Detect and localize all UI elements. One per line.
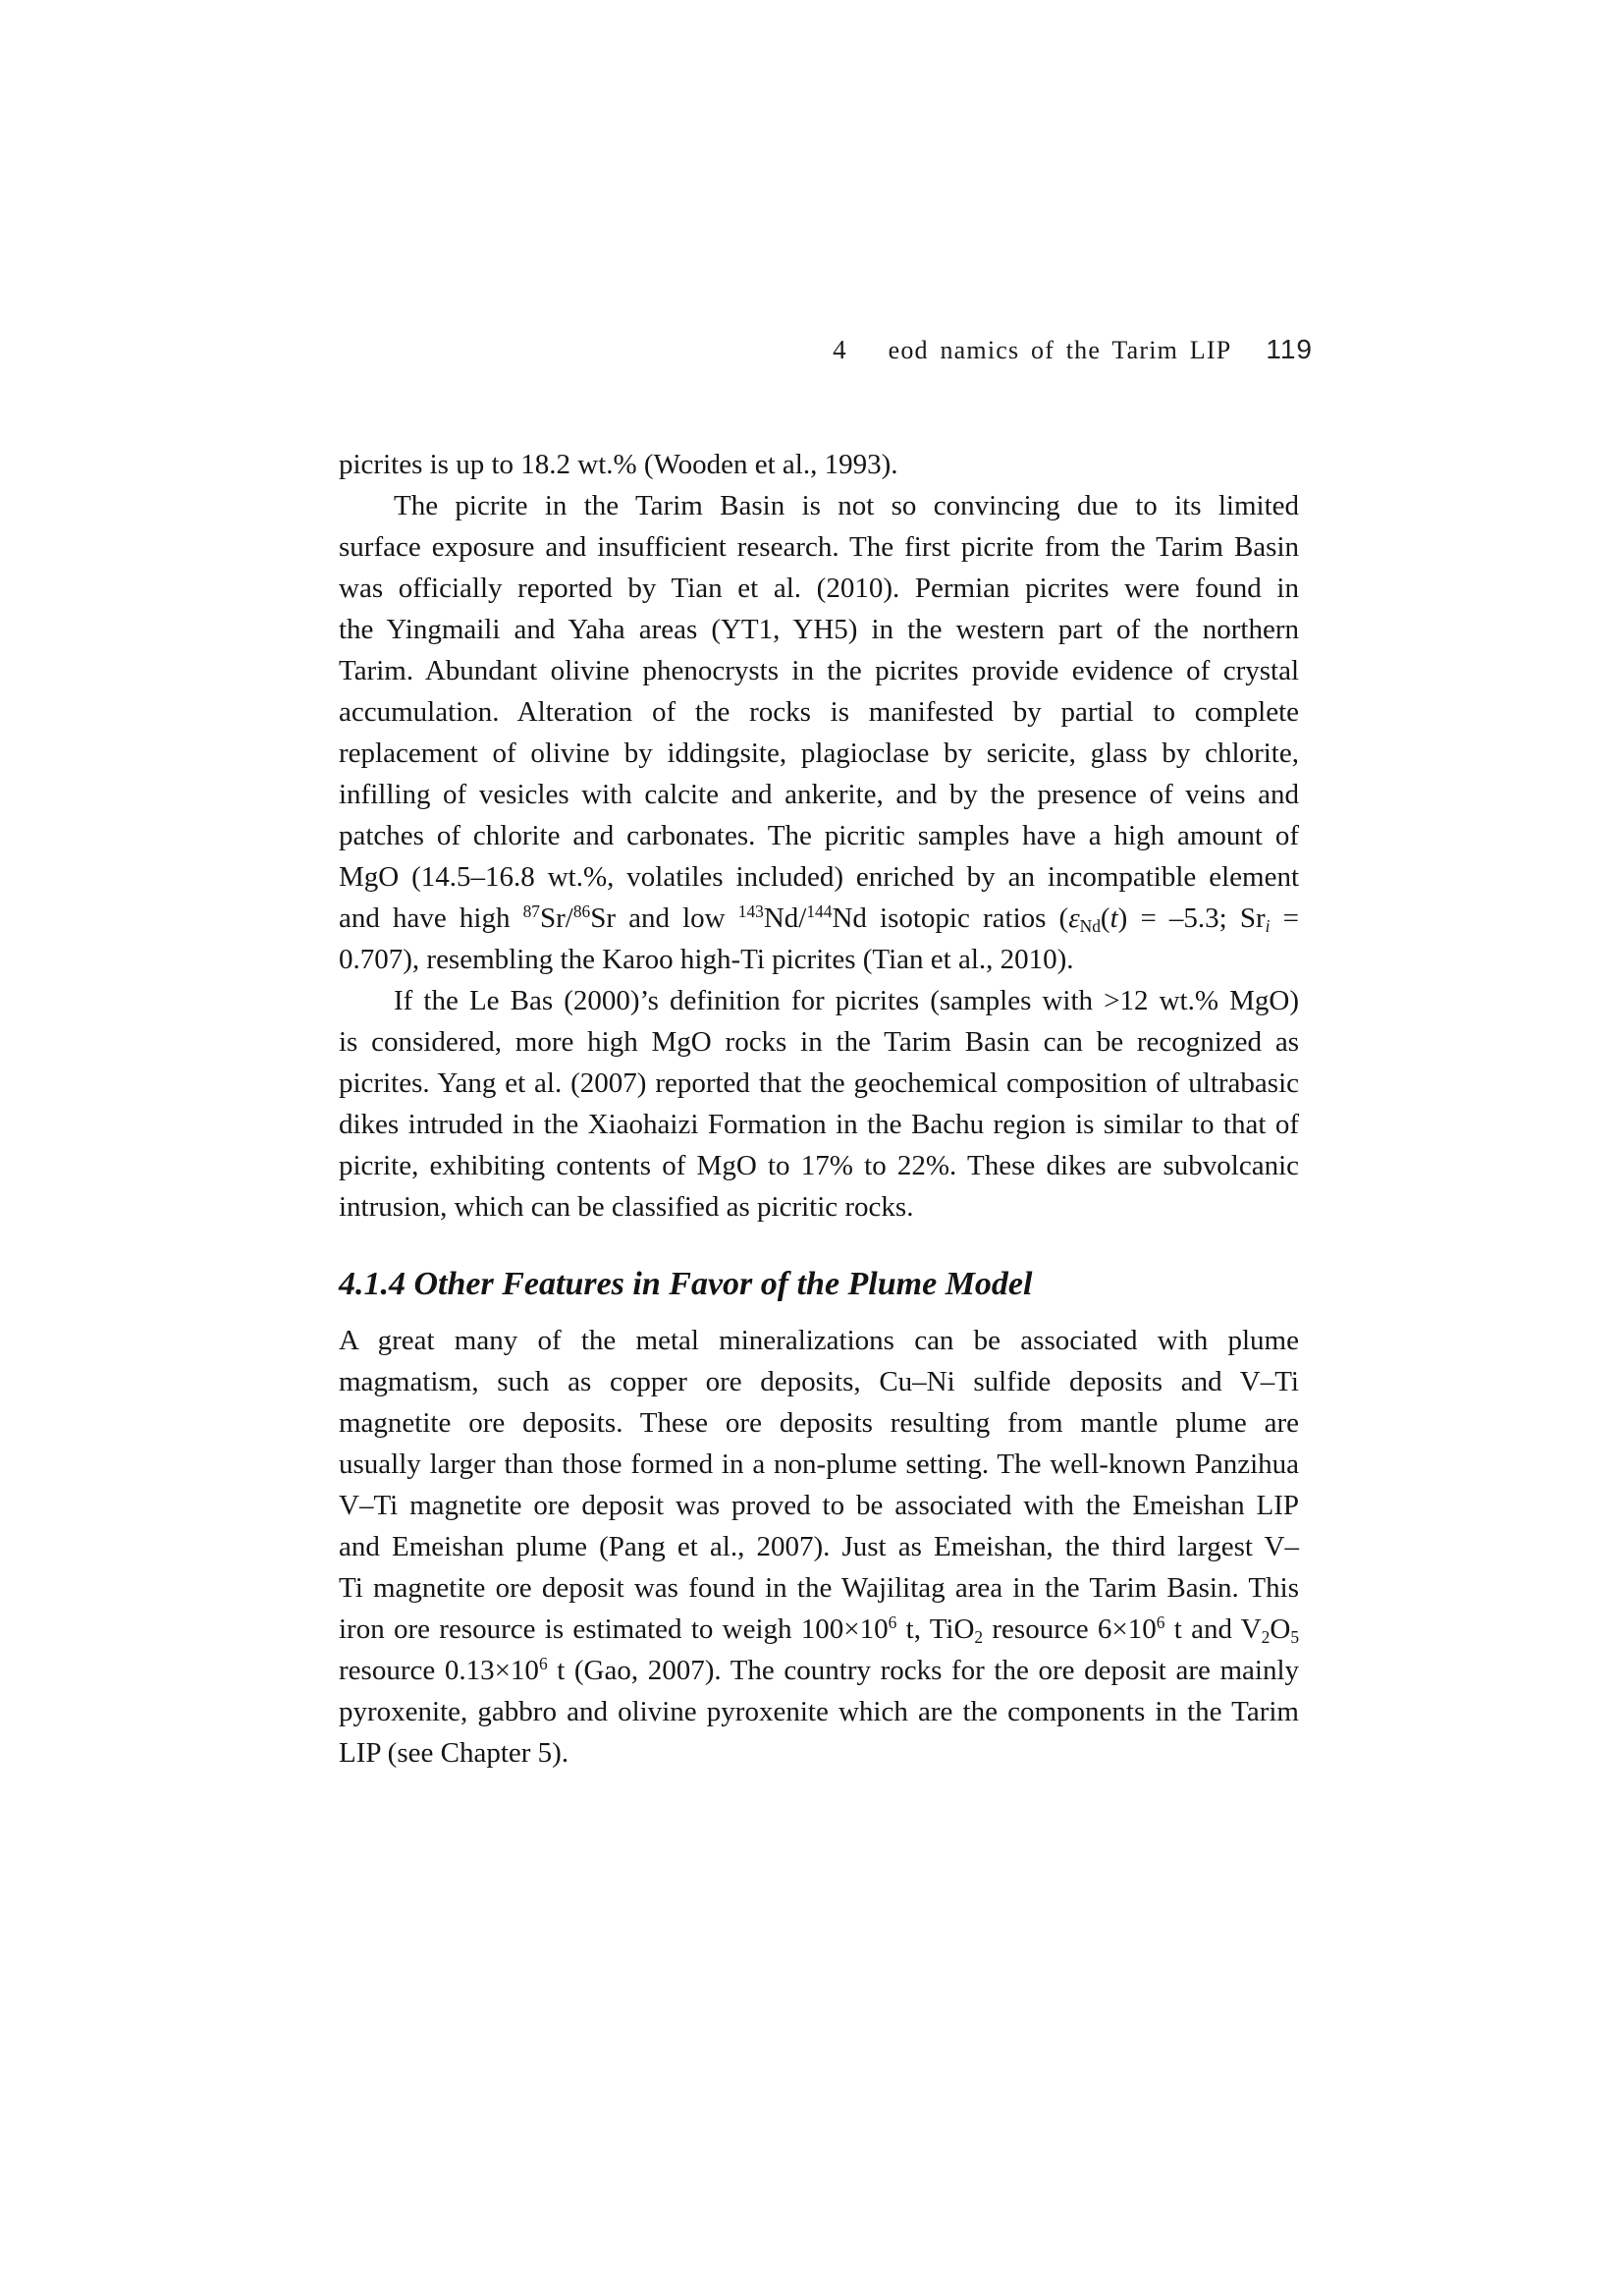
text-line: resource $0.13\times 10^6$ t (Gao, 2007). The country rocks for the ore deposit are mainly <box>339 1654 1300 1686</box>
text-line: accumulation. Alteration of the rocks is manifested by partial to complete <box>339 696 1299 728</box>
section-heading: 4.1.4 Other Features in Favor of the Plume Model <box>339 1266 1033 1302</box>
chapter-number: 4 <box>833 335 847 364</box>
text-line: magmatism, such as copper ore deposits, Cu–Ni sulfide deposits and V–Ti <box>339 1366 1299 1397</box>
text-line: V–Ti magnetite ore deposit was proved to be associated with the Emeishan LIP <box>339 1490 1299 1521</box>
text-line: LIP (see Chapter 5). <box>339 1737 569 1769</box>
running-header <box>833 334 1313 365</box>
text-line: dikes intruded in the Xiaohaizi Formation in the Bachu region is similar to that of <box>339 1109 1299 1140</box>
text-line: replacement of olivine by iddingsite, plagioclase by sericite, glass by chlorite, <box>339 738 1299 769</box>
text-line: picrites is up to 18.2 wt.% (Wooden et al., 1993). <box>339 449 898 480</box>
body-text <box>339 444 1299 1774</box>
text-line: intrusion, which can be classified as picritic rocks. <box>339 1191 914 1223</box>
text-line: infilling of vesicles with calcite and ankerite, and by the presence of veins and <box>339 779 1299 810</box>
text-line: pyroxenite, gabbro and olivine pyroxenite which are the components in the Tarim <box>339 1696 1299 1727</box>
text-line: The picrite in the Tarim Basin is not so convincing due to its limited <box>394 490 1299 521</box>
text-line: Tarim. Abundant olivine phenocrysts in the picrites provide evidence of crystal <box>339 655 1299 686</box>
text-line: the Yingmaili and Yaha areas (YT1, YH5) in the western part of the northern <box>339 614 1299 645</box>
text-line: A great many of the metal mineralizations can be associated with plume <box>339 1325 1299 1356</box>
text-line: is considered, more high MgO rocks in the Tarim Basin can be recognized as <box>339 1026 1299 1058</box>
text-line: iron ore resource is estimated to weigh $100\times 10^6$ t, TiO2 resource $6\times 10^6$ t and V2O5 <box>339 1613 1300 1647</box>
text-line: MgO (14.5–16.8 wt.%, volatiles included) enriched by an incompatible element <box>339 861 1299 893</box>
page-number: 119 <box>1266 334 1313 364</box>
text-line: picrites. Yang et al. (2007) reported that the geochemical composition of ultrabasic <box>339 1067 1299 1099</box>
running-title: eod namics of the Tarim LIP <box>888 336 1232 364</box>
text-line: magnetite ore deposits. These ore deposits resulting from mantle plume are <box>339 1407 1299 1439</box>
text-line: and have high $^{87}$Sr/$^{86}$Sr and low $^{143}$Nd/$^{144}$Nd isotopic ratios (εNd(t) = –5.3; Sri = <box>339 902 1300 936</box>
text-line: and Emeishan plume (Pang et al., 2007). Just as Emeishan, the third largest V– <box>339 1531 1299 1562</box>
text-line: was officially reported by Tian et al. (2010). Permian picrites were found in <box>339 573 1299 604</box>
text-line: If the Le Bas (2000)’s definition for picrites (samples with >12 wt.% MgO) <box>394 985 1299 1016</box>
text-line: usually larger than those formed in a non-plume setting. The well-known Panzihua <box>339 1449 1299 1480</box>
text-line: patches of chlorite and carbonates. The picritic samples have a high amount of <box>339 820 1299 851</box>
text-line: 0.707), resembling the Karoo high-Ti picrites (Tian et al., 2010). <box>339 944 1074 975</box>
text-line: picrite, exhibiting contents of MgO to 17% to 22%. These dikes are subvolcanic <box>339 1150 1299 1181</box>
text-line: Ti magnetite ore deposit was found in the Wajilitag area in the Tarim Basin. This <box>339 1572 1299 1604</box>
text-line: surface exposure and insufficient research. The first picrite from the Tarim Basin <box>339 531 1299 563</box>
